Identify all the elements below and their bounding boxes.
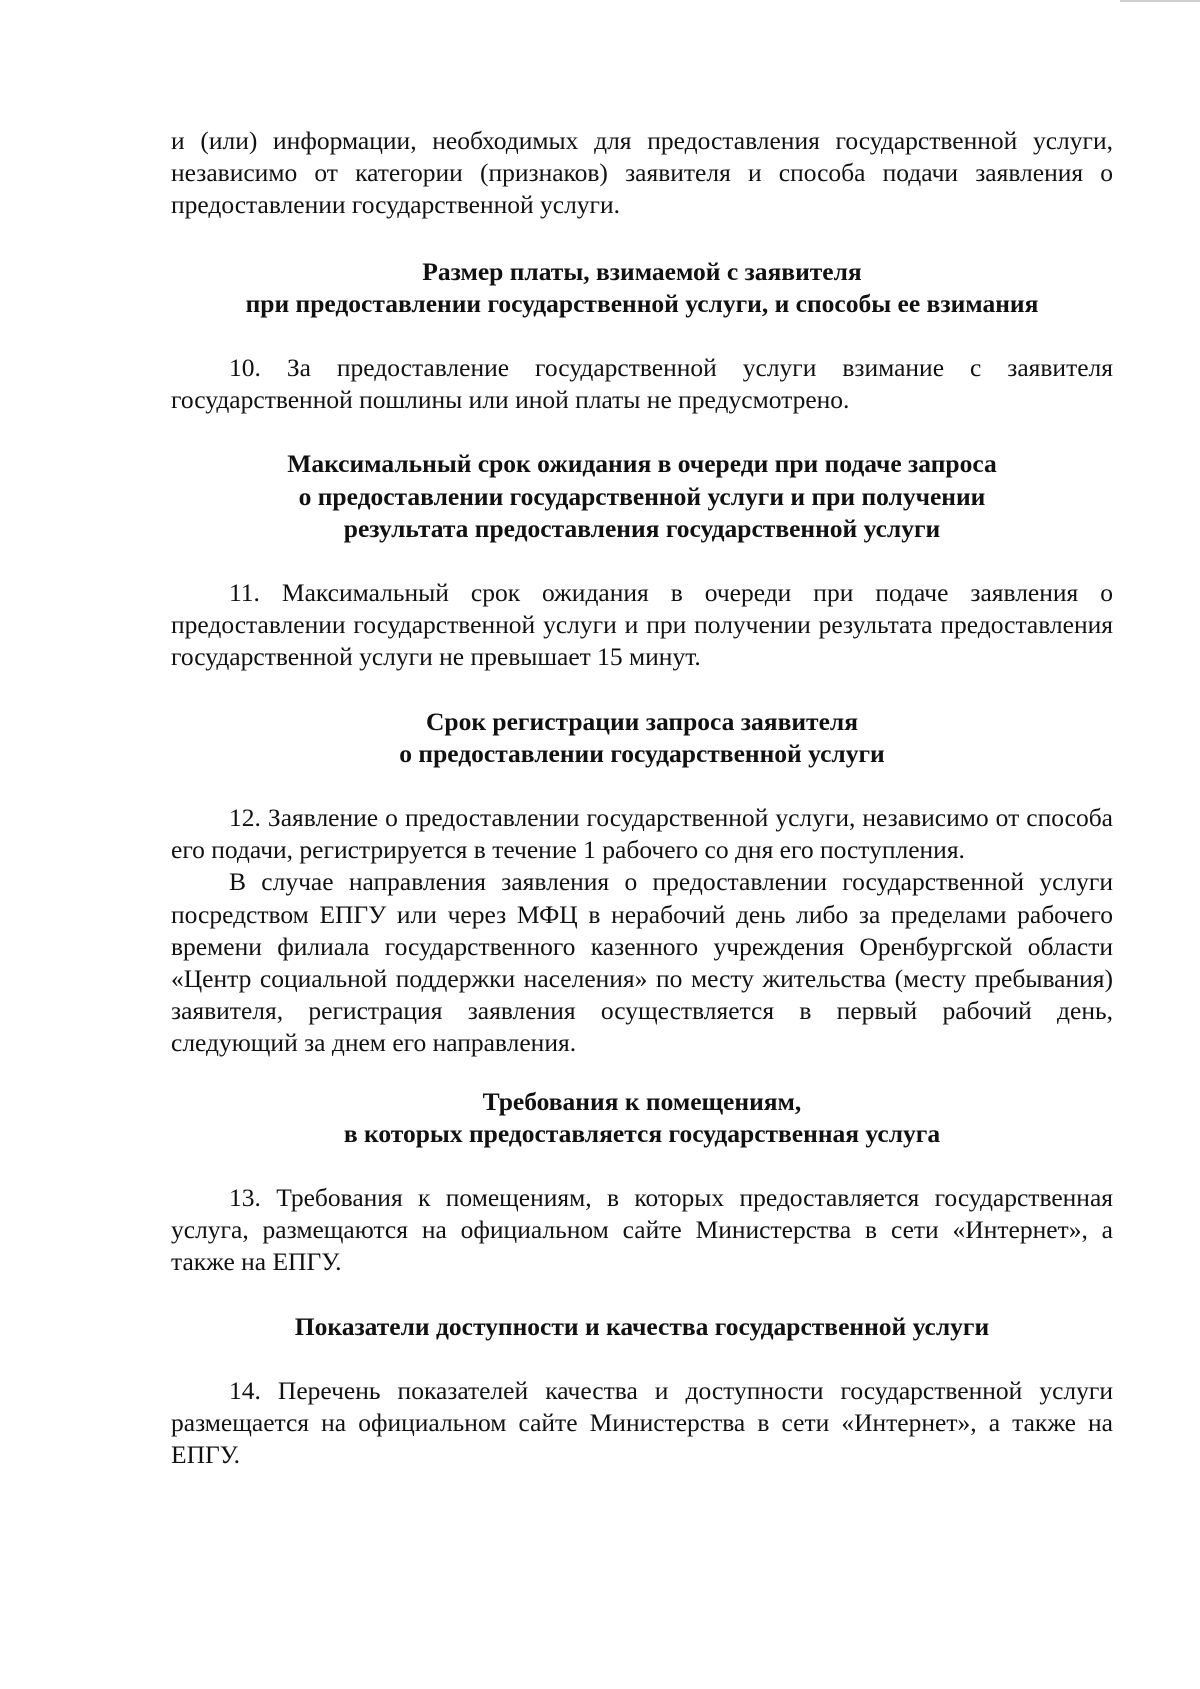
paragraph-12-continued: В случае направления заявления о предоставлении государственной услуги посредством ЕПГУ или через МФЦ в нерабочий день либо за пределами рабочего времени филиала государственного казенного учреждения Оренбургской области «Центр социальной поддержки населения» по месту жительства (месту пребывания) заявителя, регистрация заявления осуществляется в первый рабочий день, следующий за днем его направления. — [171, 867, 1113, 1058]
heading-line: Размер платы, взимаемой с заявителя — [422, 256, 862, 286]
heading-line: Максимальный срок ожидания в очереди при подаче запроса — [287, 449, 997, 479]
heading-line: Показатели доступности и качества государственной услуги — [294, 1311, 990, 1341]
paragraph-10: 10. За предоставление государственной услуги взимание с заявителя государственной пошлины или иной платы не предусмотрено. — [171, 353, 1113, 415]
heading-line: Срок регистрации запроса заявителя — [426, 706, 858, 736]
section-heading-queue-time — [171, 448, 1113, 545]
heading-line: о предоставлении государственной услуги и при получении — [298, 481, 986, 511]
heading-line: Требования к помещениям, — [482, 1086, 802, 1116]
heading-line: в которых предоставляется государственная услуга — [343, 1118, 941, 1148]
heading-line: результата предоставления государственной услуги — [343, 513, 941, 543]
section-heading-fee — [171, 256, 1113, 320]
section-heading-quality — [171, 1311, 1113, 1343]
paragraph-11: 11. Максимальный срок ожидания в очереди при подаче заявления о предоставлении государственной услуги и при получении результата предоставления государственной услуги не превышает 15 минут. — [171, 578, 1113, 672]
document-body — [171, 125, 1113, 1472]
section-heading-premises — [171, 1086, 1113, 1150]
scan-edge-line — [1120, 0, 1200, 2]
heading-line: о предоставлении государственной услуги — [399, 738, 885, 768]
intro-paragraph: и (или) информации, необходимых для предоставления государственной услуги, независимо от категории (признаков) заявителя и способа подачи заявления о предоставлении государственной услуги. — [171, 126, 1113, 220]
paragraph-12: 12. Заявление о предоставлении государственной услуги, независимо от способа его подачи, регистрируется в течение 1 рабочего со дня его поступления. — [171, 803, 1113, 865]
paragraph-14: 14. Перечень показателей качества и доступности государственной услуги размещается на официальном сайте Министерства в сети «Интернет», а также на ЕПГУ. — [171, 1375, 1113, 1470]
section-heading-registration — [171, 706, 1113, 770]
heading-line: при предоставлении государственной услуги, и способы ее взимания — [245, 288, 1039, 318]
paragraph-13: 13. Требования к помещениям, в которых предоставляется государственная услуга, размещаются на официальном сайте Министерства в сети «Интернет», а также на ЕПГУ. — [171, 1183, 1113, 1277]
